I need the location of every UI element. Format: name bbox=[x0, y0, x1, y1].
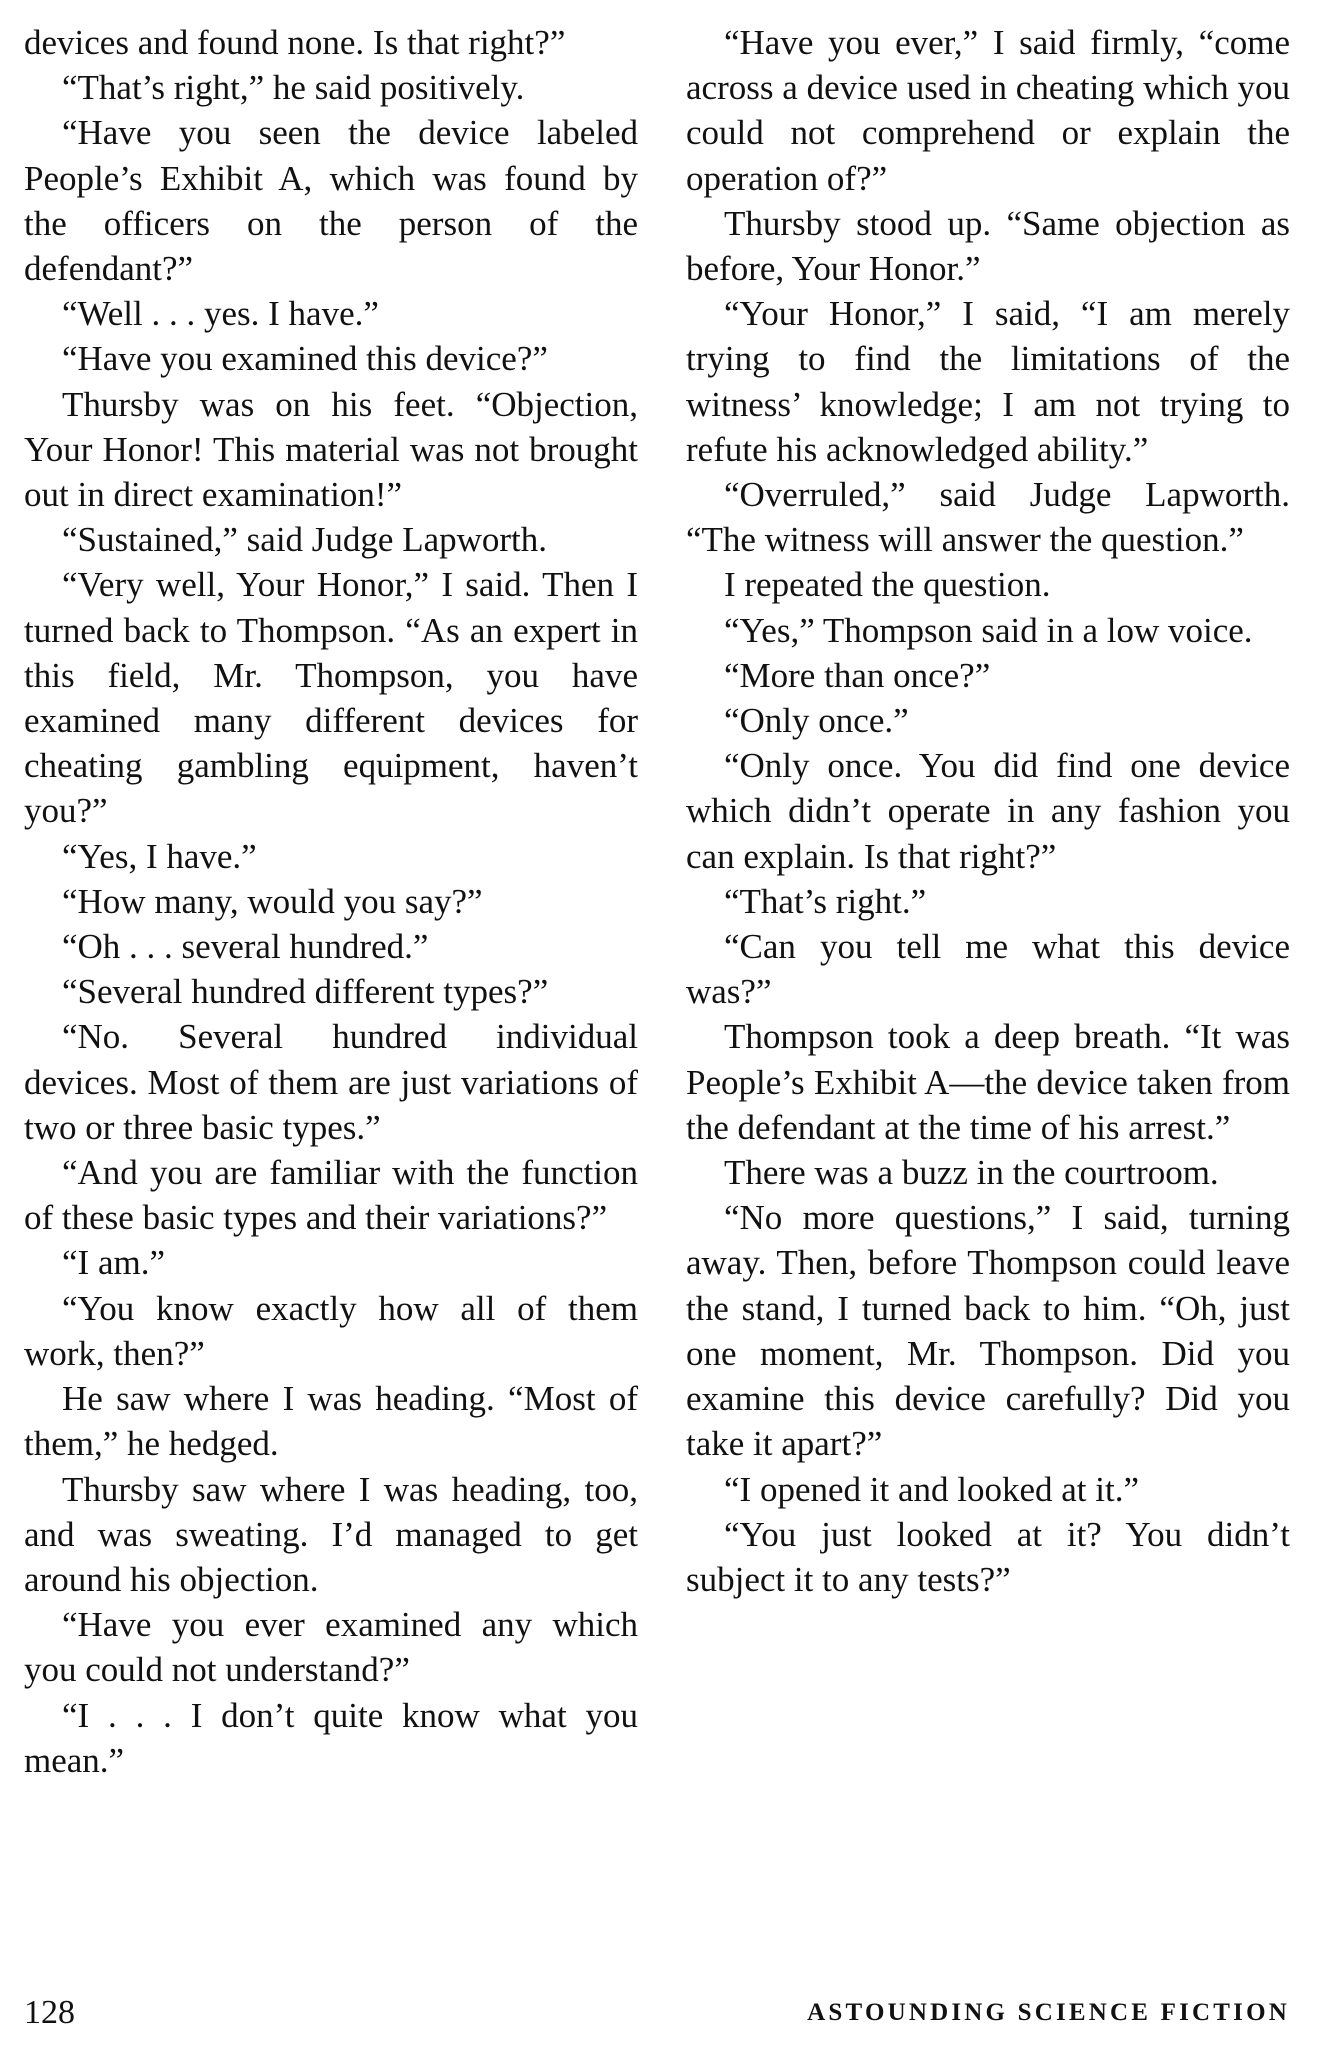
paragraph: “That’s right,” he said positively. bbox=[62, 68, 525, 108]
paragraph: “No more questions,” I said, turning away. Then, before Thompson could leave the stand, I turned back to him. “Oh, just one moment, Mr. Thompson. Did you examine this device carefully? Did you take it apart?” bbox=[686, 1198, 1290, 1464]
paragraph: “Overruled,” said Judge Lapworth. “The witness will answer the question.” bbox=[686, 475, 1290, 560]
paragraph: “Only once. You did find one device which didn’t operate in any fashion you can explain. Is that right?” bbox=[686, 746, 1290, 876]
paragraph: He saw where I was heading. “Most of them,” he hedged. bbox=[24, 1379, 638, 1464]
paragraph: “Have you ever,” I said firmly, “come across a device used in cheating which you could not comprehend or explain the operation of?” bbox=[686, 23, 1290, 198]
paragraph: Thursby stood up. “Same objection as before, Your Honor.” bbox=[686, 203, 1290, 289]
page-footer bbox=[24, 1990, 1290, 2036]
paragraph: “How many, would you say?” bbox=[62, 881, 483, 921]
page-number: 128 bbox=[24, 1994, 75, 2031]
paragraph: “And you are familiar with the function of these basic types and their variations?” bbox=[24, 1153, 638, 1238]
paragraph: Thursby saw where I was heading, too, and was sweating. I’d managed to get around his objection. bbox=[24, 1469, 638, 1599]
paragraph: “Only once.” bbox=[724, 701, 909, 741]
paragraph: “Yes,” Thompson said in a low voice. bbox=[724, 610, 1253, 650]
paragraph: devices and found none. Is that right?” bbox=[24, 23, 566, 62]
right-column bbox=[686, 20, 1290, 1602]
paragraph: “I . . . I don’t quite know what you mean.” bbox=[24, 1695, 638, 1780]
paragraph: “You just looked at it? You didn’t subject it to any tests?” bbox=[686, 1514, 1290, 1599]
paragraph: “Well . . . yes. I have.” bbox=[62, 294, 379, 334]
paragraph: “Have you examined this device?” bbox=[62, 339, 548, 379]
paragraph: “Sustained,” said Judge Lapworth. bbox=[62, 520, 548, 560]
paragraph: “You know exactly how all of them work, then?” bbox=[24, 1288, 638, 1373]
paragraph: “Yes, I have.” bbox=[62, 836, 257, 876]
paragraph: “Have you ever examined any which you could not understand?” bbox=[24, 1605, 638, 1690]
paragraph: There was a buzz in the courtroom. bbox=[724, 1153, 1219, 1193]
paragraph: “I am.” bbox=[62, 1243, 165, 1283]
running-title: ASTOUNDING SCIENCE FICTION bbox=[807, 1999, 1290, 2026]
paragraph: “Your Honor,” I said, “I am merely trying to find the limitations of the witness’ knowledge; I am not trying to refute his acknowledged ability.” bbox=[686, 294, 1290, 469]
paragraph: Thursby was on his feet. “Objection, Your Honor! This material was not brought out in direct examination!” bbox=[24, 384, 638, 515]
paragraph: I repeated the question. bbox=[724, 565, 1051, 605]
paragraph: “Very well, Your Honor,” I said. Then I turned back to Thompson. “As an expert in this field, Mr. Thompson, you have examined many different devices for cheating gambling equipment, haven’t you?” bbox=[24, 565, 638, 831]
paragraph: “Have you seen the device labeled People’s Exhibit A, which was found by the officers on the person of the defendant?” bbox=[24, 113, 638, 289]
paragraph: “More than once?” bbox=[724, 655, 991, 695]
paragraph: “No. Several hundred individual devices. Most of them are just variations of two or three basic types.” bbox=[24, 1017, 638, 1147]
paragraph: “I opened it and looked at it.” bbox=[724, 1469, 1139, 1509]
paragraph: “Oh . . . several hundred.” bbox=[62, 927, 429, 967]
left-column bbox=[24, 20, 638, 1783]
paragraph: “Can you tell me what this device was?” bbox=[686, 927, 1290, 1012]
paragraph: “That’s right.” bbox=[724, 881, 927, 921]
paragraph: Thompson took a deep breath. “It was People’s Exhibit A—the device taken from the defendant at the time of his arrest.” bbox=[686, 1017, 1290, 1147]
paragraph: “Several hundred different types?” bbox=[62, 972, 549, 1012]
